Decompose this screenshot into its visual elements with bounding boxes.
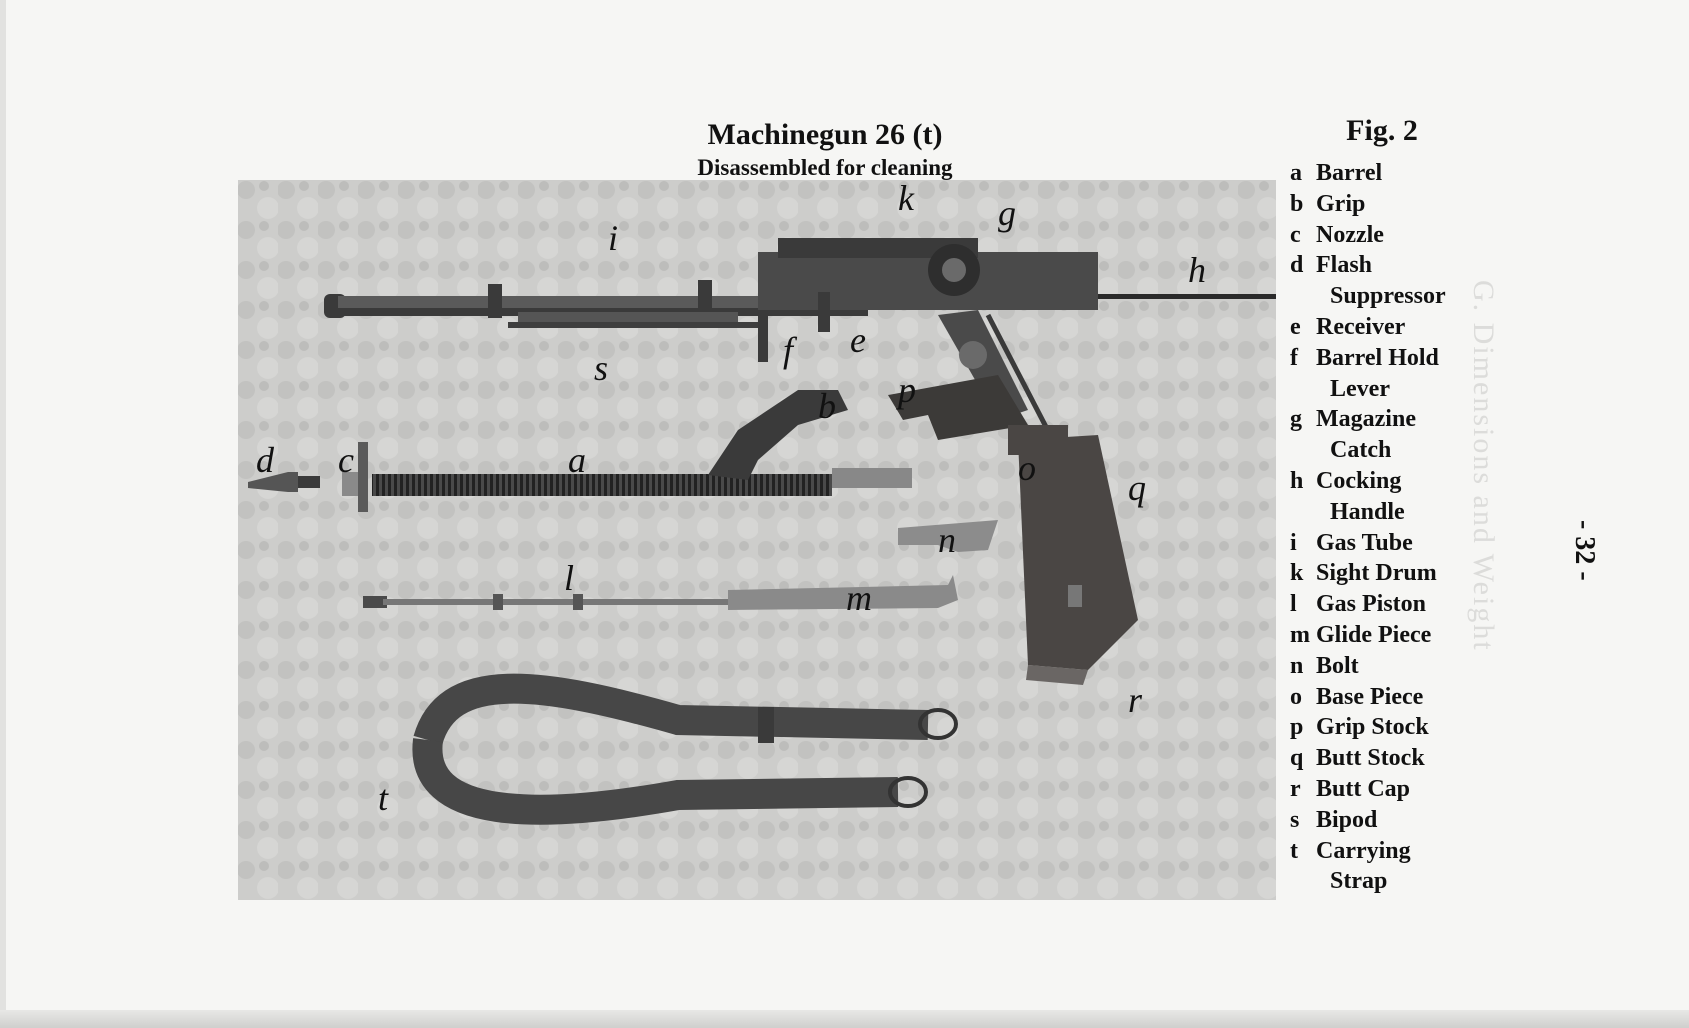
label-m: m [846, 578, 872, 618]
legend-label [1316, 651, 1480, 682]
legend-key: i [1290, 529, 1297, 556]
legend-key: a [1290, 160, 1302, 186]
figure-subtitle: Disassembled for cleaning [697, 155, 953, 180]
legend-label [1316, 343, 1480, 405]
legend-label-line1: Grip [1316, 190, 1366, 217]
legend-key: h [1290, 467, 1304, 494]
legend-label-line1: Glide Piece [1316, 621, 1432, 648]
legend-key: d [1290, 252, 1304, 279]
legend-label-line1: Carrying [1316, 837, 1411, 864]
legend-item-q [1290, 743, 1480, 774]
legend-label-line1: Bolt [1316, 652, 1359, 679]
legend-item-s [1290, 805, 1480, 836]
legend-key: b [1290, 190, 1304, 217]
scan-bottom-edge [0, 1010, 1689, 1028]
legend-label [1316, 558, 1480, 589]
label-r: r [1128, 680, 1143, 720]
legend-item-b [1290, 189, 1480, 220]
legend-key: g [1290, 406, 1302, 433]
label-n: n [938, 520, 956, 560]
legend-label [1316, 774, 1480, 805]
legend-label [1316, 743, 1480, 774]
legend-label [1316, 528, 1480, 559]
legend-key: o [1290, 683, 1302, 710]
parts-legend [1290, 158, 1480, 897]
legend-label-line1: Gas Piston [1316, 591, 1427, 618]
legend-label-line1: Butt Stock [1316, 745, 1425, 772]
legend-item-i [1290, 528, 1480, 559]
legend-key: m [1290, 621, 1310, 648]
legend-item-h [1290, 466, 1480, 528]
label-p: p [898, 370, 916, 410]
label-c: c [338, 440, 354, 480]
legend-label-line1: Sight Drum [1316, 560, 1437, 587]
legend-key: q [1290, 745, 1304, 772]
label-d: d [256, 440, 274, 480]
legend-label-line1: Flash [1316, 252, 1373, 279]
legend-item-t [1290, 836, 1480, 898]
label-f: f [783, 330, 794, 370]
legend-label-line1: Cocking [1316, 467, 1402, 494]
legend-key: r [1290, 775, 1301, 802]
legend-label [1316, 620, 1480, 651]
legend-label [1316, 805, 1480, 836]
legend-label [1316, 312, 1480, 343]
legend-label-line1: Butt Cap [1316, 775, 1411, 802]
legend-label [1316, 250, 1480, 312]
figure-title: Machinegun 26 (t) [707, 118, 943, 151]
label-k: k [898, 180, 914, 218]
legend-item-a [1290, 158, 1480, 189]
legend-key: n [1290, 652, 1304, 679]
legend-key: e [1290, 313, 1301, 340]
label-s: s [594, 348, 609, 388]
legend-label [1316, 836, 1480, 898]
legend-key: l [1290, 591, 1297, 618]
legend-label [1316, 158, 1480, 189]
legend-label-line1: Barrel Hold [1316, 344, 1439, 371]
legend-label-line1: Bipod [1316, 806, 1378, 833]
label-g: g [998, 193, 1016, 233]
legend-key: s [1290, 806, 1300, 833]
legend-key: t [1290, 837, 1298, 864]
legend-label-line2: Lever [1330, 375, 1390, 402]
legend-item-m [1290, 620, 1480, 651]
legend-label-line2: Catch [1330, 437, 1392, 464]
disassembled-gun-photo [238, 180, 1276, 900]
label-e: e [850, 320, 866, 360]
label-b: b [818, 386, 836, 426]
label-i: i [608, 218, 619, 258]
legend-label-line1: Nozzle [1316, 221, 1384, 248]
legend-key: f [1290, 344, 1298, 371]
legend-item-f [1290, 343, 1480, 405]
figure-number: Fig. 2 [1346, 114, 1418, 147]
legend-label [1316, 220, 1480, 251]
legend-label [1316, 466, 1480, 528]
legend-item-o [1290, 682, 1480, 713]
page-number: - 32 - [1569, 520, 1600, 581]
legend-label [1316, 682, 1480, 713]
legend-key: c [1290, 221, 1301, 248]
legend-label [1316, 589, 1480, 620]
label-t: t [378, 778, 389, 818]
legend-label [1316, 189, 1480, 220]
label-q: q [1128, 468, 1146, 508]
label-o: o [1018, 448, 1036, 488]
legend-label-line2: Suppressor [1330, 283, 1446, 310]
legend-label-line1: Base Piece [1316, 683, 1424, 710]
label-a: a [568, 440, 586, 480]
label-l: l [564, 558, 575, 598]
scan-edge [0, 0, 6, 1028]
label-h: h [1188, 250, 1206, 290]
legend-item-k [1290, 558, 1480, 589]
legend-label-line2: Strap [1330, 868, 1388, 895]
bleed-through-text: G. Dimensions and Weight [1467, 280, 1500, 652]
legend-key: k [1290, 560, 1304, 587]
legend-item-c [1290, 220, 1480, 251]
legend-item-p [1290, 712, 1480, 743]
legend-label-line1: Magazine [1316, 406, 1416, 433]
legend-label-line1: Grip Stock [1316, 714, 1429, 741]
legend-item-n [1290, 651, 1480, 682]
legend-label [1316, 404, 1480, 466]
legend-label-line2: Handle [1330, 498, 1405, 525]
legend-item-g [1290, 404, 1480, 466]
legend-item-r [1290, 774, 1480, 805]
legend-label-line1: Gas Tube [1316, 529, 1413, 556]
legend-label [1316, 712, 1480, 743]
legend-label-line1: Barrel [1316, 160, 1383, 186]
legend-item-l [1290, 589, 1480, 620]
gun-parts-illustration [238, 180, 1276, 900]
legend-label-line1: Receiver [1316, 313, 1406, 340]
legend-key: p [1290, 714, 1304, 741]
legend-item-d [1290, 250, 1480, 312]
legend-item-e [1290, 312, 1480, 343]
